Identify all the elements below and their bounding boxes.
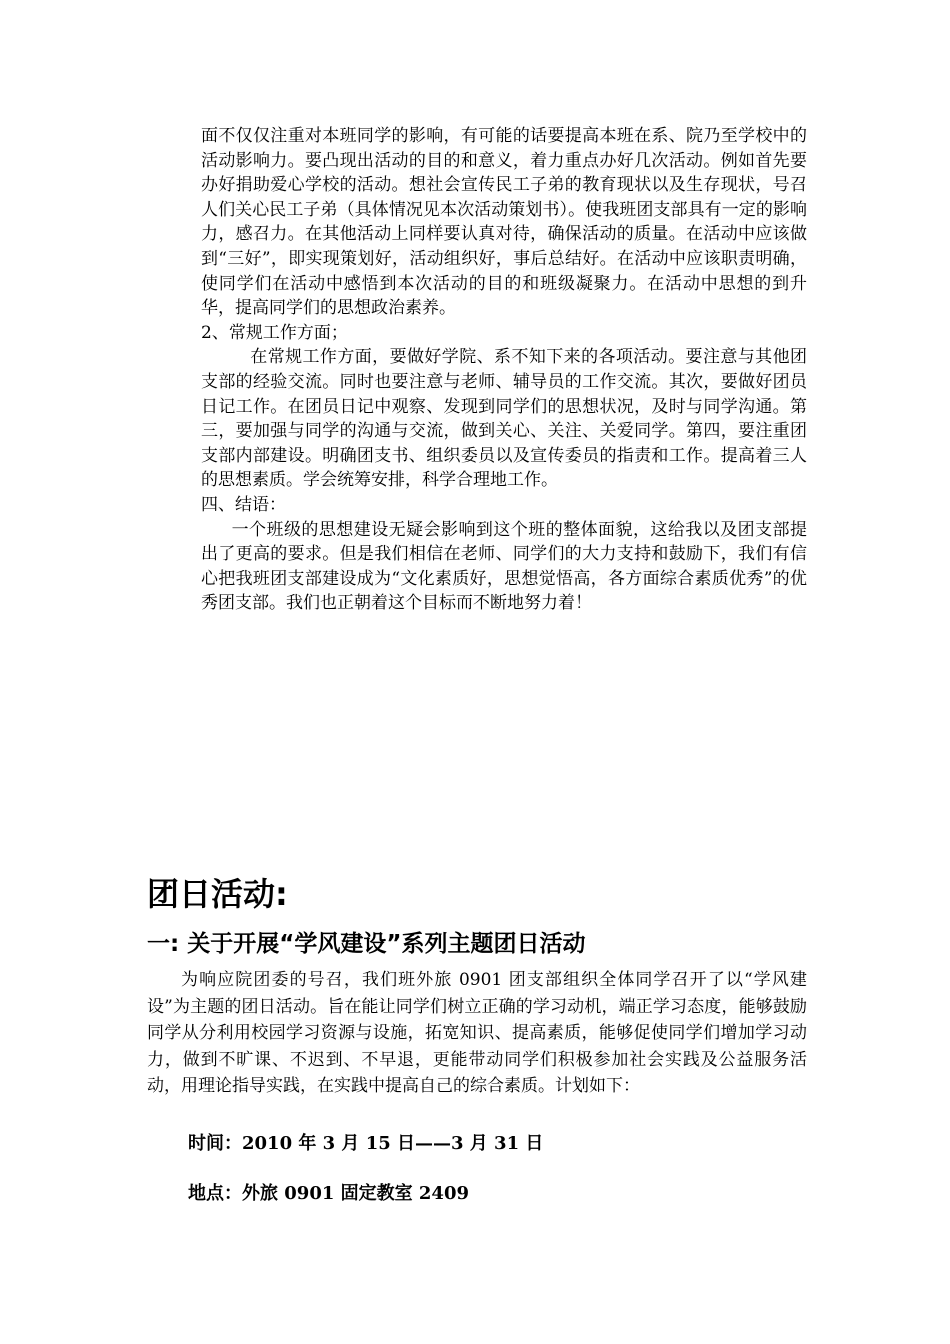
study-style-subtitle: 一: 关于开展“学风建设”系列主题团日活动 [147, 931, 586, 957]
plan-continuation-section [201, 124, 807, 616]
routine-work-paragraph: 在常规工作方面，要做好学院、系不知下来的各项活动。要注意与其他团支部的经验交流。同时也要注意与老师、辅导员的工作交流。其次，要做好团员日记工作。在团员日记中观察、发现到同学们的思想状况，及时与同学沟通。第三，要加强与同学的沟通与交流，做到关心、关注、关爱同学。第四，要注重团支部内部建设。明确团支书、组织委员以及宣传委员的指责和工作。提高着三人的思想素质。学会统筹安排，科学合理地工作。 [201, 347, 807, 491]
study-style-intro-paragraph: 为响应院团委的号召，我们班外旅 0901 团支部组织全体同学召开了以“学风建设”为主题的团日活动。旨在能让同学们树立正确的学习动机，端正学习态度，能够鼓励同学从分利用校园学习资源与设施，拓宽知识、提高素质，能够促使同学们增加学习动力，做到不旷课、不迟到、不早退，更能带动同学们积极参加社会实践及公益服务活动，用理论指导实践，在实践中提高自己的综合素质。计划如下： [147, 970, 807, 1096]
conclusion-heading: 四、结语： [201, 494, 286, 515]
activity-quality-paragraph: 面不仅仅注重对本班同学的影响，有可能的话要提高本班在系、院乃至学校中的活动影响力。要凸现出活动的目的和意义，着力重点办好几次活动。例如首先要办好捐助爱心学校的活动。想社会宣传民工子弟的教育现状以及生存现状，号召人们关心民工子弟（具体情况见本次活动策划书）。使我班团支部具有一定的影响力，感召力。在其他活动上同样要认真对待，确保活动的质量。在活动中应该做到“三好”，即实现策划好，活动组织好，事后总结好。在活动中应该职责明确，使同学们在活动中感悟到本次活动的目的和班级凝聚力。在活动中思想的到升华，提高同学们的思想政治素养。 [201, 126, 807, 319]
conclusion-paragraph: 一个班级的思想建设无疑会影响到这个班的整体面貌，这给我以及团支部提出了更高的要求。但是我们相信在老师、同学们的大力支持和鼓励下，我们有信心把我班团支部建设成为“文化素质好，思想觉悟高，各方面综合素质优秀”的优秀团支部。我们也正朝着这个目标而不断地努力着！ [201, 519, 807, 614]
league-day-title: 团日活动: [147, 875, 288, 913]
activity-place: 地点：外旅 0901 固定教室 2409 [188, 1183, 469, 1204]
routine-work-heading: 2、常规工作方面； [201, 322, 348, 343]
activity-time: 时间：2010 年 3 月 15 日——3 月 31 日 [188, 1133, 544, 1154]
study-style-section [147, 967, 807, 1100]
